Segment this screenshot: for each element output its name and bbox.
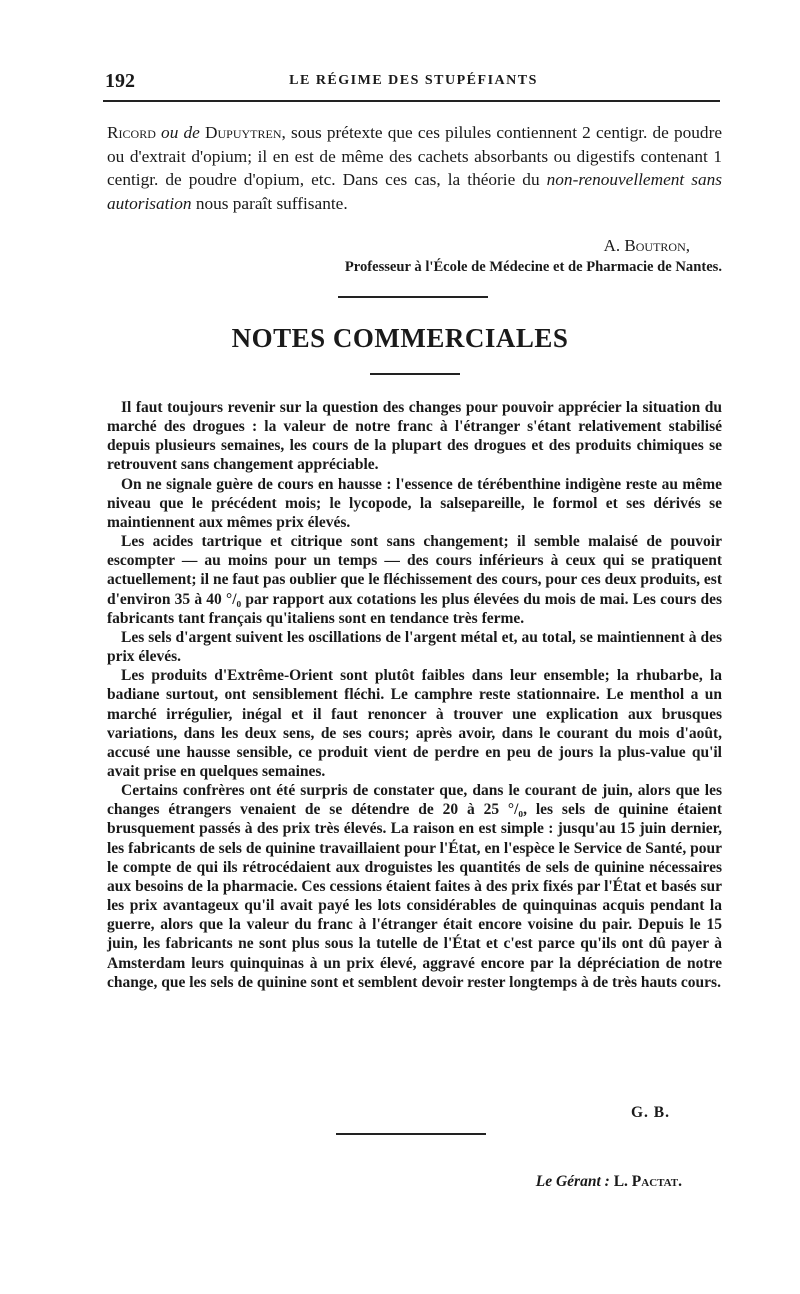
header-rule (103, 100, 720, 102)
section-title: NOTES COMMERCIALES (231, 323, 569, 353)
text-fragment: , sous prétexte que ces pilules contiennent 2 centigr. de poudre ou d'extrait d'opium; il en est de même des cachets absorbants ou digestifs contenant 1 centigr. de poudre d'opium, etc. Dans ces cas, la théorie du (107, 123, 722, 189)
running-title: LE RÉGIME DES STUPÉFIANTS (289, 73, 538, 88)
page-number: 192 (105, 70, 135, 92)
paragraph: Les sels d'argent suivent les oscillations de l'argent métal et, au total, se maintiennent à des prix élevés. (107, 628, 722, 666)
previous-article-affiliation: Professeur à l'École de Médecine et de Pharmacie de Nantes. (344, 259, 722, 275)
previous-article-signature: A. Boutron, (603, 236, 690, 255)
paragraph: Les acides tartrique et citrique sont sans changement; il semble malaisé de pouvoir escompter — au moins pour un temps — des cours inférieurs à ceux qui se pratiquent actuellement; il ne faut pas oublier que le fléchissement des cours, pour ces deux produits, est d'environ 35 à 40 °/₀ par rapport aux cotations les plus élevées du mois de mai. Les cours des fabricants tant français qu'italiens sont en tendance très ferme. (107, 533, 722, 627)
publisher-line (536, 1173, 682, 1191)
title-underline (370, 373, 460, 375)
paragraph: On ne signale guère de cours en hausse : l'essence de térébenthine indigène reste au même niveau que le précédent mois; le lycopode, la salsepareille, le formol et ses dérivés se maintiennent aux mêmes prix élevés. (107, 475, 722, 531)
text-fragment: nous paraît suffisante. (191, 193, 348, 213)
author-name: Dupuytren (205, 123, 282, 142)
section-signature: G. B. (630, 1104, 670, 1121)
gerant-name: L. Pactat. (609, 1173, 682, 1190)
emphasis: non-renouvellement sans autorisation (107, 170, 722, 213)
section-body (107, 398, 722, 992)
text-fragment: ou de (155, 123, 206, 142)
paragraph: Les produits d'Extrême-Orient sont plutôt faibles dans leur ensemble; la rhubarbe, la badiane surtout, ont sensiblement fléchi. Le camphre reste stationnaire. Le menthol a un marché irrégulier, inégal et il faut renoncer à trouver une explication aux brusques variations, dans les deux sens, de ses cours; après avoir, dans le courant du mois d'août, accusé une hausse sensible, ce produit vient de perdre en peu de jours la plus-value qu'il avait prise en quelques semaines. (107, 667, 722, 780)
paragraph: Certains confrères ont été surpris de constater que, dans le courant de juin, alors que les changes étrangers venaient de se détendre de 20 à 25 °/₀, les sels de quinine étaient brusquement passés à des prix très élevés. La raison en est simple : jusqu'au 15 juin dernier, les fabricants de sels de quinine travaillaient pour l'État, en l'espèce le Service de Santé, pour le compte de qui ils rétrocédaient aux droguistes les quantités de sels de quinine nécessaires aux besoins de la pharmacie. Ces cessions étaient faites à des prix fixés par l'État et basés sur les prix avantageux qu'il avait payé les lots considérables de quinquinas acquis pendant la guerre, alors que la valeur du franc à l'étranger était encore voisine du pair. Depuis le 15 juin, les fabricants ne sont plus sous la tutelle de l'État et c'est parce qu'ils ont dû payer à Amsterdam leurs quinquinas à un prix élevé, aggravé encore par la dépréciation de notre change, que les sels de quinine sont et semblent devoir rester longtemps à de très hauts cours. (107, 782, 722, 991)
running-header (105, 70, 722, 94)
section-divider (338, 296, 488, 298)
author-name: Ricord (107, 123, 156, 142)
previous-article-ending (107, 121, 722, 215)
end-divider (336, 1133, 486, 1135)
gerant-label: Le Gérant : (535, 1173, 610, 1190)
paragraph: Il faut toujours revenir sur la question des changes pour pouvoir apprécier la situation du marché des drogues : la valeur de notre franc à l'étranger s'étant relativement stabilisé depuis plusieurs semaines, les cours de la plupart des drogues et des produits chimiques se retrouvent sans changement appréciable. (107, 399, 722, 474)
previous-article-paragraph (107, 121, 722, 215)
